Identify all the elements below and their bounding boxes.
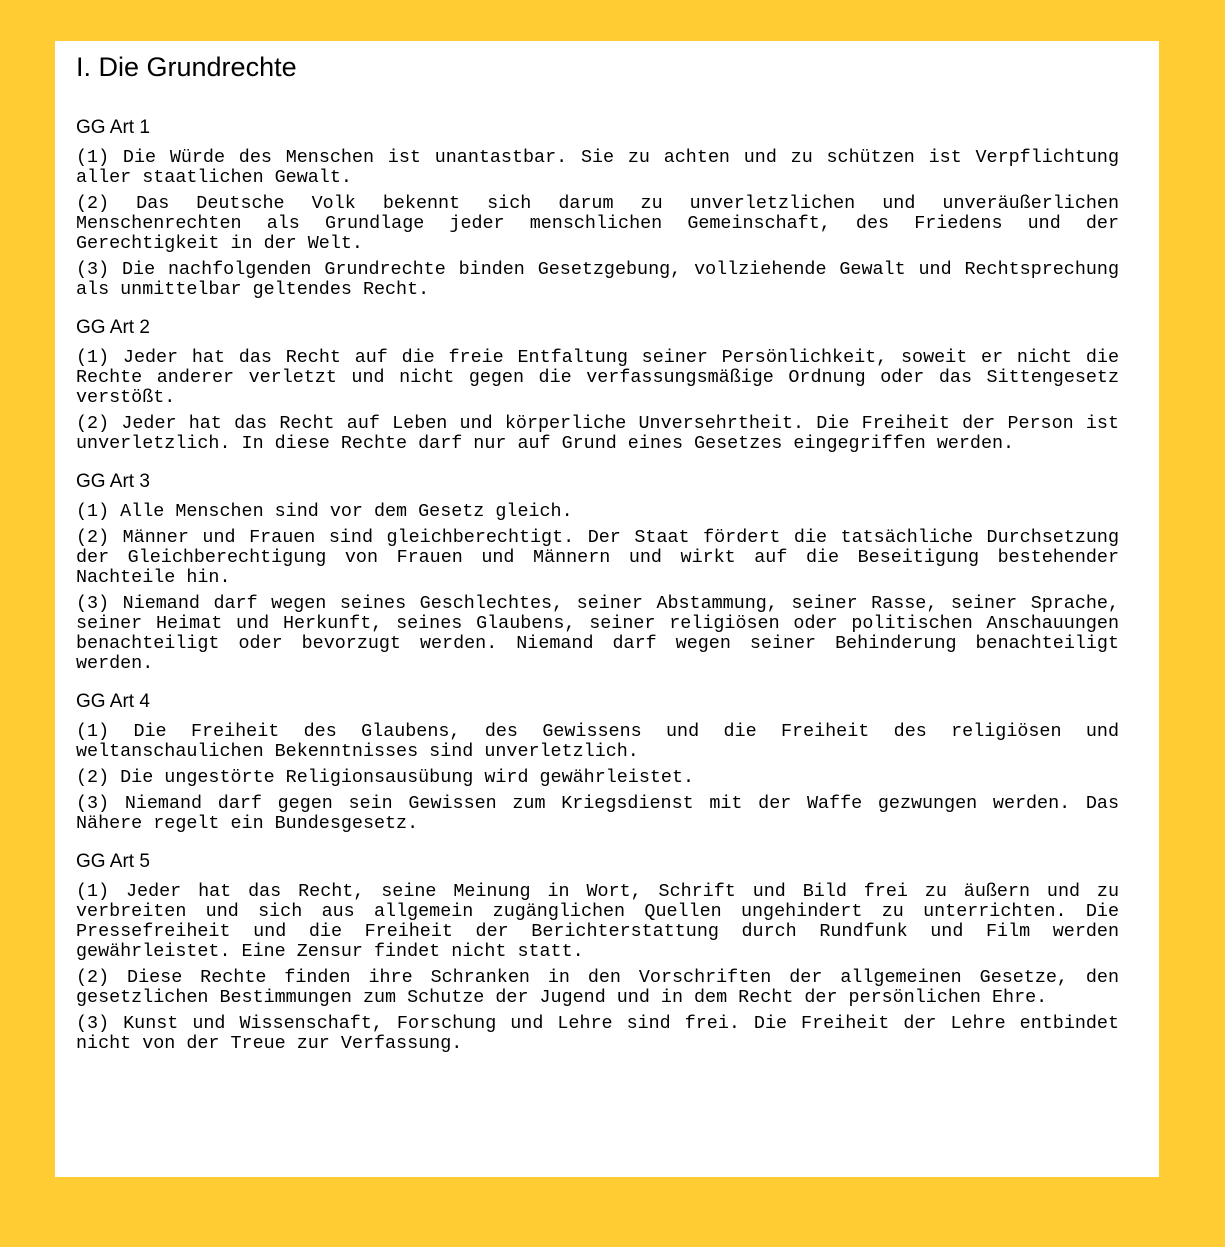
article-paragraph: (2) Das Deutsche Volk bekennt sich darum zu unverletzlichen und unveräußerlichen Menschenrechten als Grundlage jeder menschlichen Gemeinschaft, des Friedens und der Gerechtigkeit in der Welt.	[76, 193, 1119, 254]
article-heading: GG Art 5	[76, 851, 150, 872]
article-heading: GG Art 3	[76, 471, 150, 492]
article-4	[76, 691, 1119, 834]
article-5	[76, 851, 1119, 1054]
article-1	[76, 117, 1119, 300]
article-paragraph: (1) Jeder hat das Recht auf die freie Entfaltung seiner Persönlichkeit, soweit er nicht die Rechte anderer verletzt und nicht gegen die verfassungsmäßige Ordnung oder das Sittengesetz verstößt.	[76, 347, 1119, 408]
article-paragraph: (1) Jeder hat das Recht, seine Meinung in Wort, Schrift und Bild frei zu äußern und zu verbreiten und sich aus allgemein zugänglichen Quellen ungehindert zu unterrichten. Die Pressefreiheit und die Freiheit der Berichterstattung durch Rundfunk und Film werden gewährleistet. Eine Zensur findet nicht statt.	[76, 881, 1119, 962]
document-page	[55, 41, 1159, 1177]
article-paragraph: (3) Niemand darf gegen sein Gewissen zum Kriegsdienst mit der Waffe gezwungen werden. Das Nähere regelt ein Bundesgesetz.	[76, 793, 1119, 834]
article-heading: GG Art 2	[76, 317, 150, 338]
article-3	[76, 471, 1119, 674]
article-paragraph: (2) Männer und Frauen sind gleichberechtigt. Der Staat fördert die tatsächliche Durchsetzung der Gleichberechtigung von Frauen und Männern und wirkt auf die Beseitigung bestehender Nachteile hin.	[76, 527, 1119, 588]
article-paragraph: (1) Alle Menschen sind vor dem Gesetz gleich.	[76, 501, 573, 522]
page-title: I. Die Grundrechte	[76, 52, 297, 82]
article-paragraph: (3) Kunst und Wissenschaft, Forschung und Lehre sind frei. Die Freiheit der Lehre entbindet nicht von der Treue zur Verfassung.	[76, 1013, 1119, 1054]
article-heading: GG Art 1	[76, 117, 150, 138]
article-heading: GG Art 4	[76, 691, 150, 712]
article-paragraph: (3) Die nachfolgenden Grundrechte binden Gesetzgebung, vollziehende Gewalt und Rechtsprechung als unmittelbar geltendes Recht.	[76, 259, 1119, 300]
article-paragraph: (1) Die Freiheit des Glaubens, des Gewissens und die Freiheit des religiösen und weltanschaulichen Bekenntnisses sind unverletzlich.	[76, 721, 1119, 762]
article-paragraph: (2) Diese Rechte finden ihre Schranken in den Vorschriften der allgemeinen Gesetze, den gesetzlichen Bestimmungen zum Schutze der Jugend und in dem Recht der persönlichen Ehre.	[76, 967, 1119, 1008]
article-2	[76, 317, 1119, 454]
article-paragraph: (2) Die ungestörte Religionsausübung wird gewährleistet.	[76, 767, 695, 788]
article-paragraph: (1) Die Würde des Menschen ist unantastbar. Sie zu achten und zu schützen ist Verpflichtung aller staatlichen Gewalt.	[76, 147, 1119, 188]
article-paragraph: (3) Niemand darf wegen seines Geschlechtes, seiner Abstammung, seiner Rasse, seiner Sprache, seiner Heimat und Herkunft, seines Glaubens, seiner religiösen oder politischen Anschauungen benachteiligt oder bevorzugt werden. Niemand darf wegen seiner Behinderung benachteiligt werden.	[76, 593, 1119, 674]
article-paragraph: (2) Jeder hat das Recht auf Leben und körperliche Unversehrtheit. Die Freiheit der Person ist unverletzlich. In diese Rechte darf nur auf Grund eines Gesetzes eingegriffen werden.	[76, 413, 1119, 454]
